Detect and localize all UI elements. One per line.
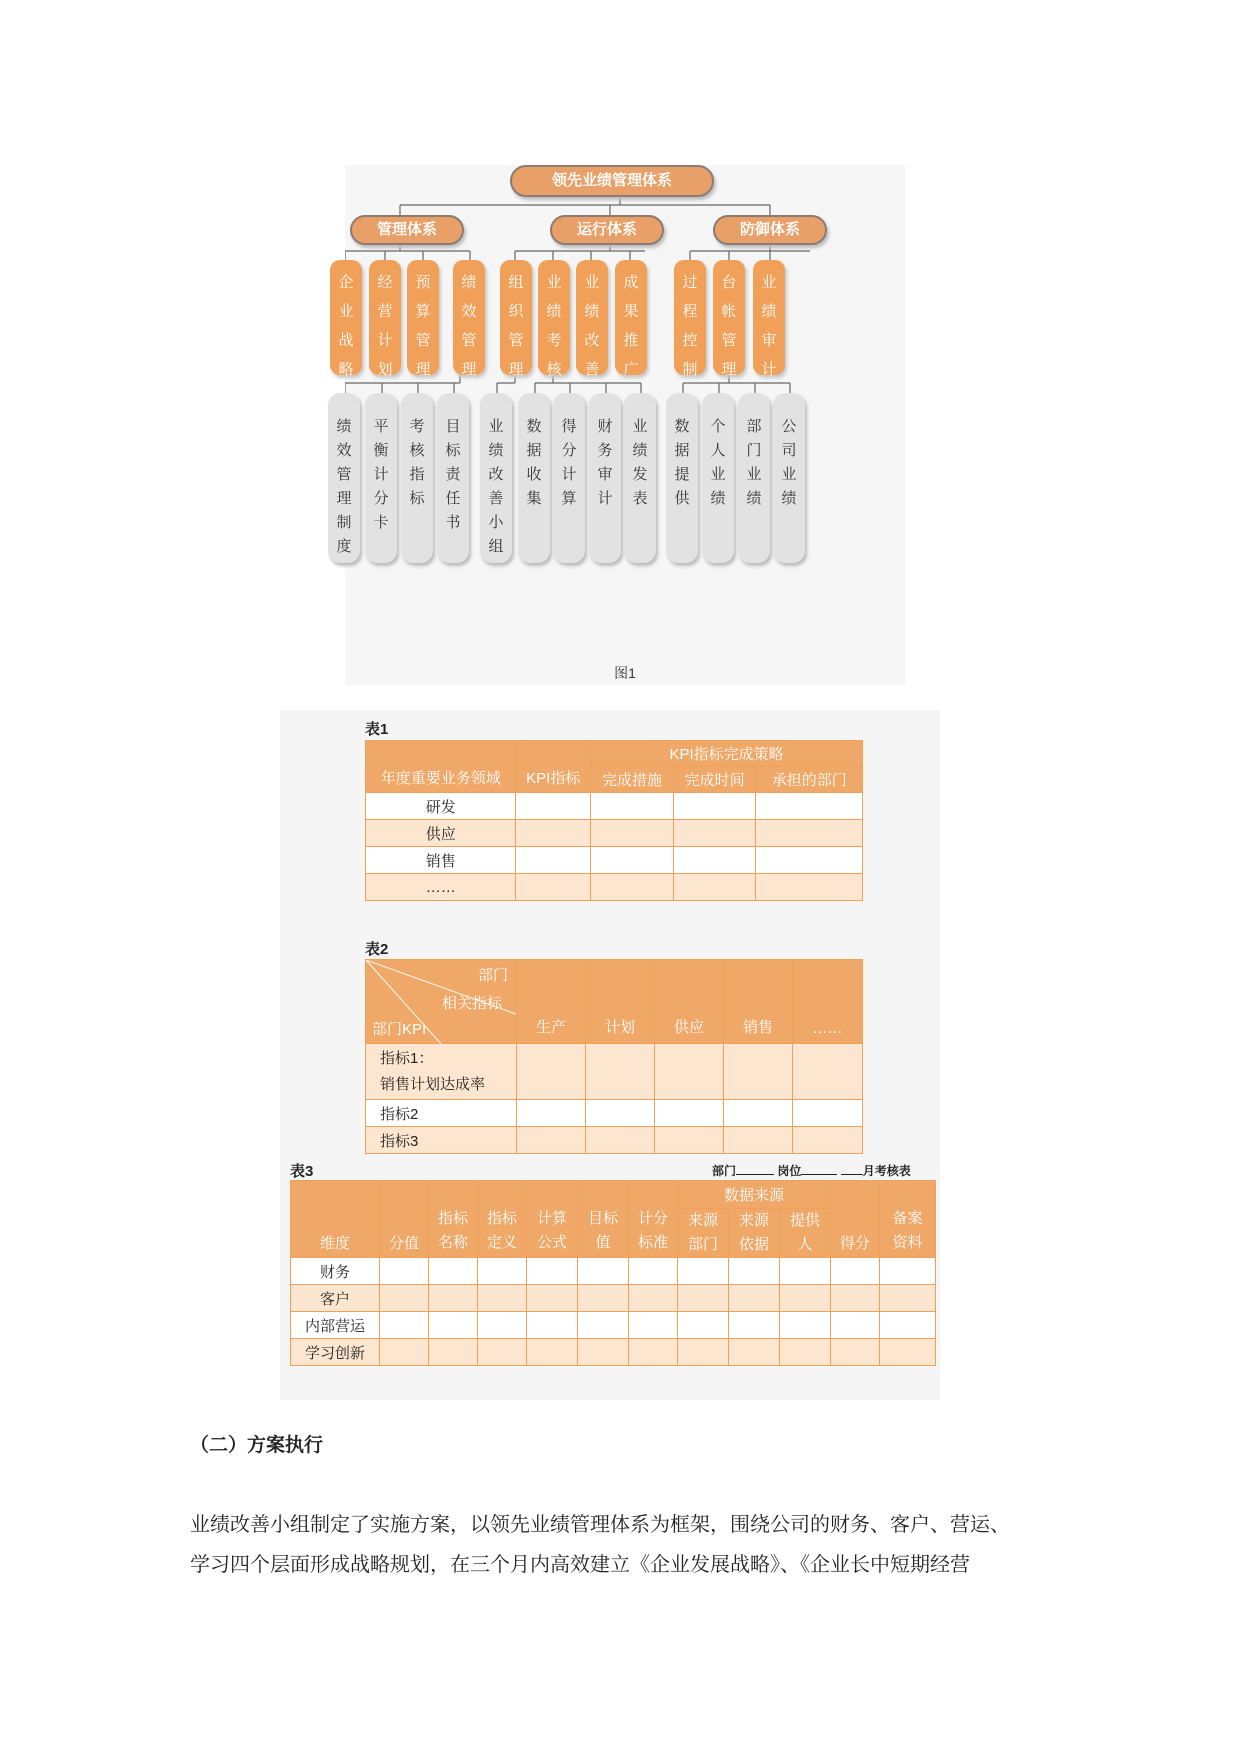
month-blank	[841, 1162, 863, 1175]
bottom-node: 个 人 业 绩	[702, 393, 734, 563]
table2-row-label: 指标2	[366, 1100, 517, 1127]
bottom-node: 得 分 计 算	[553, 393, 585, 563]
t3-row-label: 客户	[291, 1285, 380, 1312]
system-node-management: 管理体系	[350, 215, 464, 245]
diag-top-label: 部门	[477, 967, 508, 984]
bottom-node: 业 绩 改 善 小 组	[480, 393, 512, 563]
table2-col: 销售	[724, 960, 793, 1044]
t3-h-score: 得分	[831, 1181, 880, 1258]
sub-node: 成 果 推 广	[615, 260, 647, 375]
table1-row-label: 研发	[366, 793, 516, 820]
bottom-node: 业 绩 发 表	[624, 393, 656, 563]
dept-label: 部门	[712, 1164, 737, 1178]
table2-diagonal-header	[366, 960, 517, 1044]
row1-line1: 指标1：	[380, 1049, 434, 1067]
section-heading: （二）方案执行	[190, 1434, 324, 1456]
form-label: 月考核表	[862, 1164, 911, 1178]
sub-node: 业 绩 审 计	[753, 260, 785, 375]
table1-title: 表1	[365, 721, 389, 738]
bottom-node: 部 门 业 绩	[738, 393, 770, 563]
t3-h-formula: 计算 公式	[527, 1181, 578, 1258]
table2-col: ……	[793, 960, 863, 1044]
sub-node: 业 绩 改 善	[576, 260, 608, 375]
paragraph-line: 业绩改善小组制定了实施方案，以领先业绩管理体系为框架，围绕公司的财务、客户、营运、	[190, 1512, 1010, 1536]
table1-header-kpi: KPI指标	[516, 741, 591, 793]
table2-col: 供应	[655, 960, 724, 1044]
system-node-defense: 防御体系	[713, 215, 827, 245]
figure-caption: 图1	[614, 665, 636, 681]
table3-title: 表3	[290, 1163, 314, 1180]
table2-row-label: 指标3	[366, 1127, 517, 1154]
sub-node: 组 织 管 理	[500, 260, 532, 375]
bottom-node: 数 据 收 集	[518, 393, 550, 563]
sub-node: 过 程 控 制	[674, 260, 706, 375]
t3-row-label: 内部营运	[291, 1312, 380, 1339]
table1-header-area: 年度重要业务领域	[366, 741, 516, 793]
org-chart-figure	[336, 165, 905, 685]
t3-h-source-group: 数据来源	[678, 1181, 831, 1209]
sub-node: 绩 效 管 理	[453, 260, 485, 375]
table2-title: 表2	[365, 941, 389, 958]
t3-h-scoreval: 分值	[380, 1181, 429, 1258]
post-blank	[801, 1162, 837, 1175]
table1	[365, 740, 863, 901]
sub-node: 预 算 管 理	[407, 260, 439, 375]
diag-mid-label: 相关指标	[441, 995, 502, 1012]
dept-blank	[736, 1162, 774, 1175]
paragraph-line: 学习四个层面形成战略规划，在三个月内高效建立《企业发展战略》、《企业长中短期经营	[190, 1552, 970, 1576]
bottom-node: 平 衡 计 分 卡	[365, 393, 397, 563]
sub-node: 经 营 计 划	[369, 260, 401, 375]
system-node-operation: 运行体系	[550, 215, 664, 245]
t3-h-standard: 计分 标准	[629, 1181, 678, 1258]
table1-header-time: 完成时间	[673, 767, 756, 793]
t3-h-srcdept: 来源 部门	[678, 1209, 729, 1258]
bottom-node: 公 司 业 绩	[773, 393, 805, 563]
table1-row-label: 销售	[366, 847, 516, 874]
table3	[290, 1180, 936, 1366]
table1-header-dept: 承担的部门	[756, 767, 863, 793]
top-node: 领先业绩管理体系	[510, 165, 714, 197]
bottom-node: 目 标 责 任 书	[437, 393, 469, 563]
table1-header-group: KPI指标完成策略	[591, 741, 863, 767]
t3-h-name: 指标 名称	[429, 1181, 478, 1258]
t3-h-file: 备案 资料	[880, 1181, 936, 1258]
post-label: 岗位	[777, 1164, 802, 1178]
bottom-node: 数 据 提 供	[666, 393, 698, 563]
t3-h-provider: 提供 人	[780, 1209, 831, 1258]
table1-row-label: ……	[366, 874, 516, 901]
table2-col: 生产	[517, 960, 586, 1044]
bottom-node: 财 务 审 计	[589, 393, 621, 563]
table2	[365, 959, 863, 1154]
table1-header-measure: 完成措施	[591, 767, 674, 793]
diag-bottom-label: 部门KPI	[372, 1021, 427, 1038]
sub-node: 企 业 战 略	[330, 260, 362, 375]
t3-row-label: 学习创新	[291, 1339, 380, 1366]
t3-row-label: 财务	[291, 1258, 380, 1285]
table2-col: 计划	[586, 960, 655, 1044]
t3-h-dim: 维度	[291, 1181, 380, 1258]
row1-line2: 销售计划达成率	[380, 1075, 486, 1093]
t3-h-srcbasis: 来源 依据	[729, 1209, 780, 1258]
sub-node: 台 帐 管 理	[713, 260, 745, 375]
t3-h-target: 目标 值	[578, 1181, 629, 1258]
bottom-node: 绩 效 管 理 制 度	[328, 393, 360, 563]
table2-row-label	[366, 1044, 517, 1100]
sub-node: 业 绩 考 核	[538, 260, 570, 375]
t3-h-def: 指标 定义	[478, 1181, 527, 1258]
bottom-node: 考 核 指 标	[401, 393, 433, 563]
table1-row-label: 供应	[366, 820, 516, 847]
table3-form-header	[712, 1162, 911, 1179]
